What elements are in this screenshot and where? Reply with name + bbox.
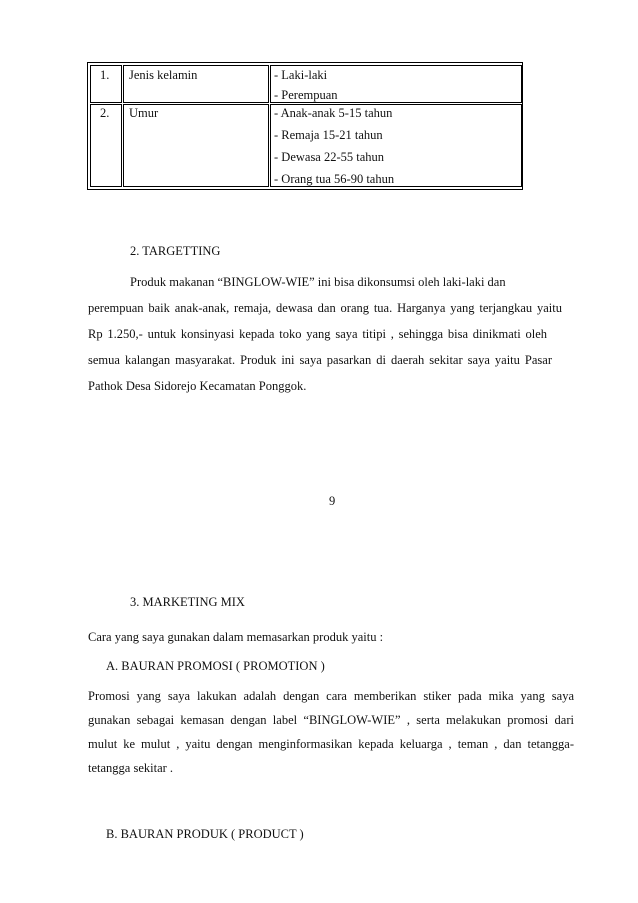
product-subheading: B. BAURAN PRODUK ( PRODUCT ) (106, 827, 304, 841)
promotion-line-4: tetangga sekitar . (88, 761, 174, 775)
segmentation-table (87, 62, 523, 190)
targetting-heading: 2. TARGETTING (130, 244, 221, 258)
table-row-1-no-cell (90, 65, 122, 103)
promotion-line-1: Promosi yang saya lakukan adalah dengan cara memberikan stiker pada mika yang saya (88, 689, 574, 703)
targetting-line-1: Produk makanan “BINGLOW-WIE” ini bisa dikonsumsi oleh laki-laki dan (130, 275, 506, 289)
page-number: 9 (329, 494, 336, 508)
promotion-subheading: A. BAURAN PROMOSI ( PROMOTION ) (106, 659, 325, 673)
table-row-2-value-1: - Anak-anak 5-15 tahun (274, 106, 393, 120)
table-row-2-label-cell (123, 104, 269, 187)
table-row-1-value-cell (270, 65, 522, 103)
marketing-mix-heading: 3. MARKETING MIX (130, 595, 245, 609)
table-row-1-label-cell (123, 65, 269, 103)
promotion-line-2: gunakan sebagai kemasan dengan label “BINGLOW-WIE” , serta melakukan promosi dari (88, 713, 574, 727)
table-row-2-no-cell (90, 104, 122, 187)
targetting-line-5: Pathok Desa Sidorejo Kecamatan Ponggok. (88, 379, 307, 393)
table-row-2-value-cell (270, 104, 522, 187)
table-row-1-value-1: - Laki-laki (274, 68, 328, 82)
table-row-2-value-3: - Dewasa 22-55 tahun (274, 150, 385, 164)
table-row-2-label: Umur (129, 106, 159, 120)
targetting-line-3: Rp 1.250,- untuk konsinyasi kepada toko yang saya titipi , sehingga bisa dinikmati oleh (88, 327, 547, 341)
table-row-1-label: Jenis kelamin (129, 68, 198, 82)
table-row-2-value-4: - Orang tua 56-90 tahun (274, 172, 395, 186)
targetting-line-2: perempuan baik anak-anak, remaja, dewasa dan orang tua. Harganya yang terjangkau yaitu (88, 301, 562, 315)
marketing-mix-intro: Cara yang saya gunakan dalam memasarkan produk yaitu : (88, 630, 384, 644)
promotion-line-3: mulut ke mulut , yaitu dengan menginformasikan kepada keluarga , teman , dan tetangga- (88, 737, 574, 751)
table-row-2-value-2: - Remaja 15-21 tahun (274, 128, 383, 142)
table-row-2-no: 2. (100, 106, 110, 120)
table-row-1-value-2: - Perempuan (274, 88, 338, 102)
targetting-line-4: semua kalangan masyarakat. Produk ini saya pasarkan di daerah sekitar saya yaitu Pasar (88, 353, 552, 367)
table-row-1-no: 1. (100, 68, 110, 82)
